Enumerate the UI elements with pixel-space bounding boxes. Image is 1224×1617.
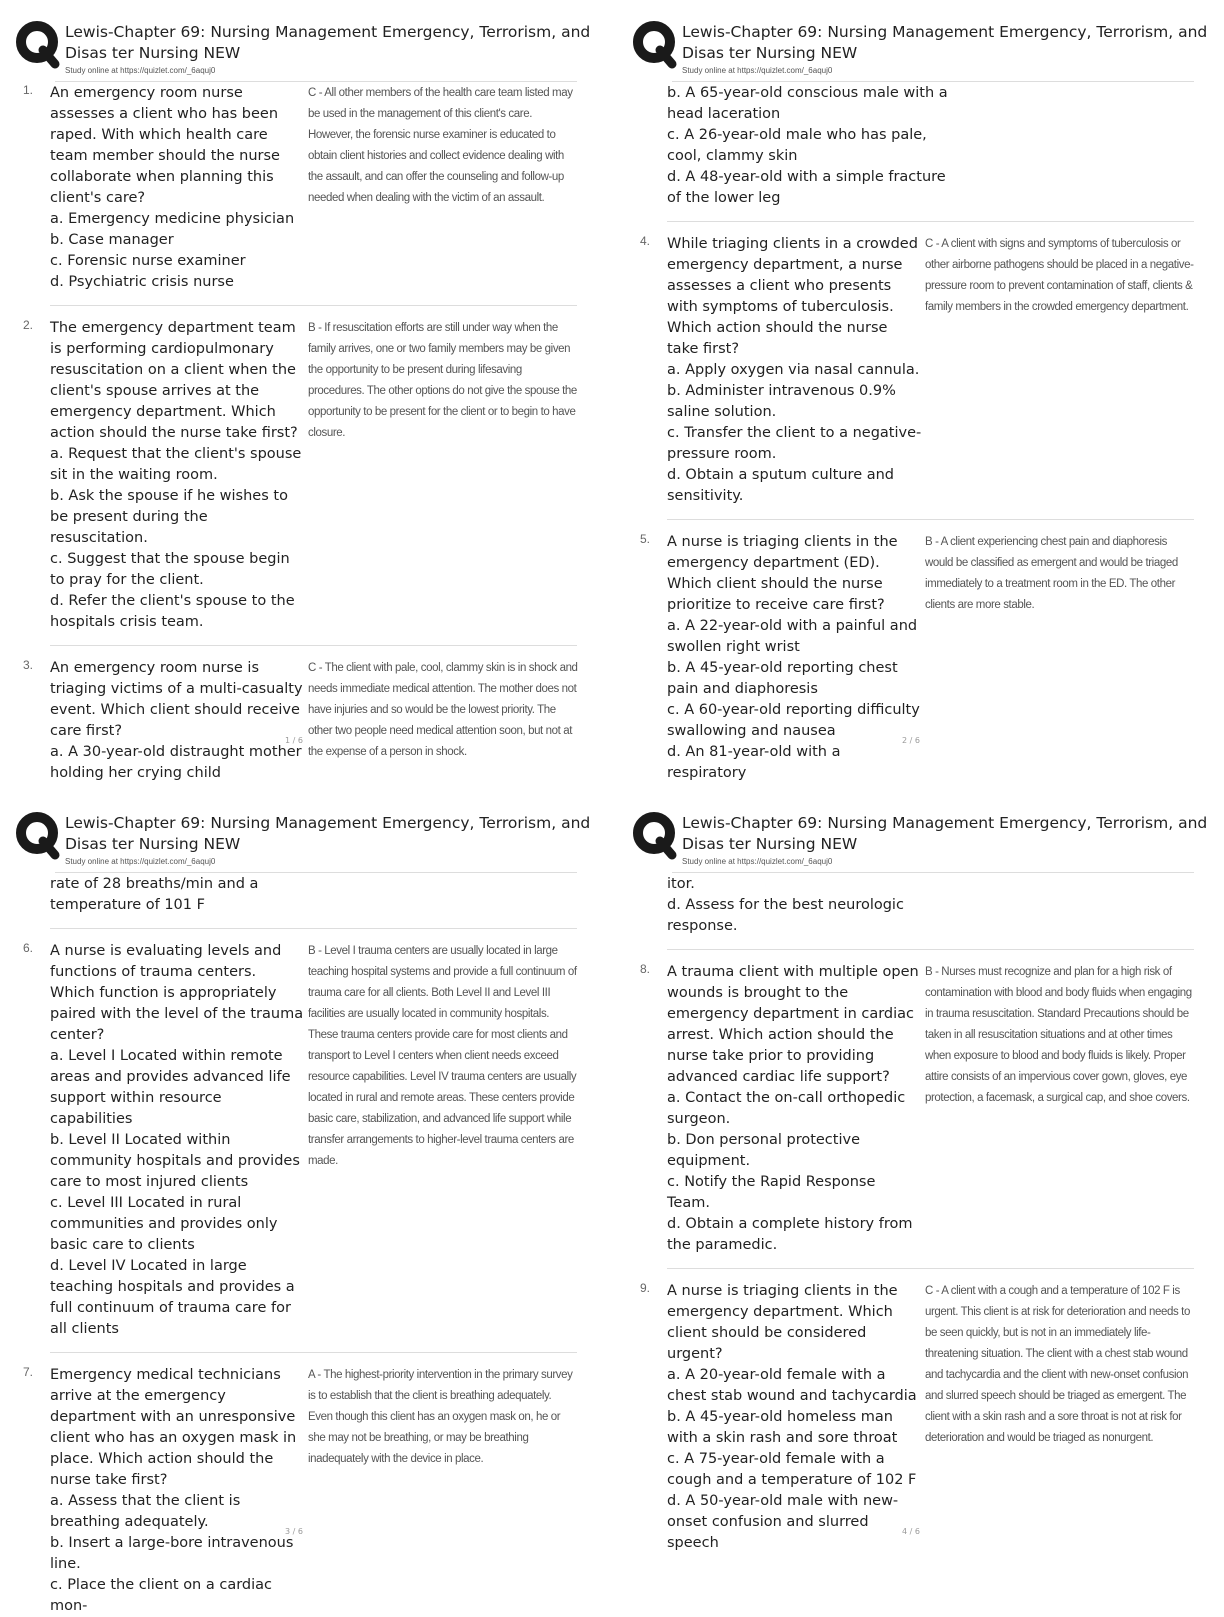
continued-option: c. A 26-year-old male who has pale, cool, clammy skin xyxy=(667,127,927,164)
question-card xyxy=(23,658,605,784)
question-number: 4. xyxy=(640,234,651,248)
answer-option: d. Psychiatric crisis nurse xyxy=(50,274,234,290)
continued-option: d. Assess for the best neurologic response. xyxy=(667,897,904,934)
header-divider xyxy=(55,81,577,82)
answer-explanation: C - All other members of the health care team listed may be used in the management of this client's care. However, the forensic nurse examiner is educated to obtain client histories and collect evidence dealing with the assault, and can offer the counseling and follow-up needed when dealing with the victim of an assault. xyxy=(308,87,573,204)
page-1 xyxy=(15,8,605,788)
header-divider xyxy=(672,81,1194,82)
document-title: Lewis-Chapter 69: Nursing Management Emergency, Terrorism, and Disas ter Nursing NEW xyxy=(65,814,591,853)
question-card xyxy=(23,318,605,633)
continued-option: rate of 28 breaths/min and a temperature of 101 F xyxy=(50,876,259,913)
answer-option: c. A 60-year-old reporting difficulty swallowing and nausea xyxy=(667,702,920,739)
answer-explanation: B - A client experiencing chest pain and diaphoresis would be classified as emergent and would be triaged immediately to a treatment room in the ED. The other clients are more stable. xyxy=(925,536,1178,611)
question-card xyxy=(23,941,605,1340)
answer-option: b. Ask the spouse if he wishes to be present during the resuscitation. xyxy=(50,488,288,546)
question-number: 3. xyxy=(23,658,34,672)
question-text: Emergency medical technicians arrive at the emergency department with an unresponsive client who has an oxygen mask in place. Which action should the nurse take first? xyxy=(50,1367,297,1488)
answer-option: d. A 50-year-old male with new-onset confusion and slurred speech xyxy=(667,1493,899,1551)
continued-option: b. A 65-year-old conscious male with a head laceration xyxy=(667,85,948,122)
page-content xyxy=(15,83,605,784)
question-card xyxy=(23,1365,605,1617)
question-divider xyxy=(50,928,577,929)
quizlet-logo-icon xyxy=(15,811,61,857)
answer-option: d. An 81-year-old with a respiratory xyxy=(667,744,841,781)
question-divider xyxy=(667,519,1194,520)
document-title: Lewis-Chapter 69: Nursing Management Emergency, Terrorism, and Disas ter Nursing NEW xyxy=(682,814,1208,853)
page-number: 1 / 6 xyxy=(285,736,303,745)
question-card xyxy=(640,532,1222,784)
question-text: A nurse is triaging clients in the emergency department (ED). Which client should the nurse prioritize to receive care first? xyxy=(667,534,898,613)
question-number: 9. xyxy=(640,1281,651,1295)
question-text: An emergency room nurse is triaging victims of a multi-casualty event. Which client should receive care first? xyxy=(50,660,303,739)
answer-option: a. A 22-year-old with a painful and swollen right wrist xyxy=(667,618,918,655)
question-number: 5. xyxy=(640,532,651,546)
question-divider xyxy=(50,645,577,646)
question-text: A trauma client with multiple open wounds is brought to the emergency department in cardiac arrest. Which action should the nurse take prior to providing advanced cardiac life support? xyxy=(667,964,919,1085)
question-divider xyxy=(667,1268,1194,1269)
study-link[interactable]: Study online at https://quizlet.com/_6aquj0 xyxy=(65,66,216,75)
answer-option: a. A 20-year-old female with a chest stab wound and tachycardia xyxy=(667,1367,917,1404)
quizlet-logo-icon xyxy=(632,811,678,857)
answer-option: c. Transfer the client to a negative-pressure room. xyxy=(667,425,922,462)
answer-option: b. A 45-year-old reporting chest pain and diaphoresis xyxy=(667,660,898,697)
document-title: Lewis-Chapter 69: Nursing Management Emergency, Terrorism, and Disas ter Nursing NEW xyxy=(65,23,591,62)
study-link[interactable]: Study online at https://quizlet.com/_6aquj0 xyxy=(65,857,216,866)
answer-explanation: B - Level I trauma centers are usually located in large teaching hospital systems and provide a full continuum of trauma care for all clients. Both Level II and Level III facilities are usually located in community hospitals. These trauma centers provide care for most clients and transport to Level I centers when client needs exceed resource capabilities. Level IV trauma centers are usually located in rural and remote areas. These centers provide basic care, stabilization, and advanced life support while transfer arrangements to higher-level trauma centers are made. xyxy=(308,945,577,1167)
answer-option: b. Don personal protective equipment. xyxy=(667,1132,860,1169)
question-number: 8. xyxy=(640,962,651,976)
answer-option: b. Administer intravenous 0.9% saline solution. xyxy=(667,383,896,420)
document-title: Lewis-Chapter 69: Nursing Management Emergency, Terrorism, and Disas ter Nursing NEW xyxy=(682,23,1208,62)
question-card xyxy=(640,962,1222,1256)
page-header xyxy=(15,799,605,874)
answer-option: c. A 75-year-old female with a cough and a temperature of 102 F xyxy=(667,1451,917,1488)
answer-option: b. Level II Located within community hospitals and provides care to most injured clients xyxy=(50,1132,300,1190)
answer-option: c. Notify the Rapid Response Team. xyxy=(667,1174,876,1211)
answer-explanation: A - The highest-priority intervention in the primary survey is to establish that the client is breathing adequately. Even though this client has an oxygen mask on, he or she may not be breathing, or may be breathing inadequately with the device in place. xyxy=(308,1369,573,1465)
continued-option: itor. xyxy=(667,876,695,892)
question-number: 2. xyxy=(23,318,34,332)
question-text: An emergency room nurse assesses a client who has been raped. With which health care team member should the nurse collaborate when planning this client's care? xyxy=(50,85,280,206)
page-header xyxy=(632,799,1222,874)
answer-option: c. Level III Located in rural communities and provides only basic care to clients xyxy=(50,1195,278,1253)
header-divider xyxy=(672,872,1194,873)
question-divider xyxy=(667,221,1194,222)
continued-option: d. A 48-year-old with a simple fracture of the lower leg xyxy=(667,169,946,206)
question-text: A nurse is triaging clients in the emergency department. Which client should be considered urgent? xyxy=(667,1283,898,1362)
header-divider xyxy=(55,872,577,873)
answer-option: a. Apply oxygen via nasal cannula. xyxy=(667,362,920,378)
study-link[interactable]: Study online at https://quizlet.com/_6aquj0 xyxy=(682,66,833,75)
quizlet-logo-icon xyxy=(15,20,61,66)
question-number: 7. xyxy=(23,1365,34,1379)
question-card xyxy=(640,234,1222,507)
question-text: While triaging clients in a crowded emergency department, a nurse assesses a client who presents with symptoms of tuberculosis. Which action should the nurse take first? xyxy=(667,236,918,357)
quizlet-logo-icon xyxy=(632,20,678,66)
page-content xyxy=(15,874,605,1617)
page-number: 2 / 6 xyxy=(902,736,920,745)
page-3 xyxy=(15,799,605,1614)
answer-option: d. Obtain a sputum culture and sensitivity. xyxy=(667,467,895,504)
page-content xyxy=(632,83,1222,784)
answer-option: a. A 30-year-old distraught mother holding her crying child xyxy=(50,744,302,781)
answer-option: d. Refer the client's spouse to the hospitals crisis team. xyxy=(50,593,295,630)
page-content xyxy=(632,874,1222,1554)
answer-explanation: C - The client with pale, cool, clammy skin is in shock and needs immediate medical attention. The mother does not have injuries and so would be the lowest priority. The other two people need medical attention soon, but not at the expense of a person in shock. xyxy=(308,662,578,758)
answer-option: a. Level I Located within remote areas and provides advanced life support within resource capabilities xyxy=(50,1048,291,1127)
question-divider xyxy=(50,1352,577,1353)
answer-option: c. Forensic nurse examiner xyxy=(50,253,246,269)
answer-explanation: C - A client with a cough and a temperature of 102 F is urgent. This client is at risk for deterioration and needs to be seen quickly, but is not in an immediately life-threatening situation. The client with a chest stab wound and tachycardia and the client with new-onset confusion and slurred speech should be triaged as emergent. The client with a skin rash and a sore throat is not at risk for deterioration and would be triaged as nonurgent. xyxy=(925,1285,1190,1444)
question-card xyxy=(23,83,605,293)
answer-option: a. Assess that the client is breathing adequately. xyxy=(50,1493,241,1530)
page-number: 3 / 6 xyxy=(285,1527,303,1536)
page-header xyxy=(632,8,1222,83)
answer-explanation: B - Nurses must recognize and plan for a high risk of contamination with blood and body fluids when engaging in trauma resuscitation. Standard Precautions should be taken in all resuscitation situations and at other times when exposure to blood and body fluids is likely. Proper attire consists of an impervious cover gown, gloves, eye protection, a facemask, a surgical cap, and shoe covers. xyxy=(925,966,1192,1104)
question-text: A nurse is evaluating levels and functions of trauma centers. Which function is appropriately paired with the level of the trauma center? xyxy=(50,943,304,1043)
answer-explanation: C - A client with signs and symptoms of tuberculosis or other airborne pathogens should be placed in a negative-pressure room to prevent contamination of staff, clients & family members in the crowded emergency department. xyxy=(925,238,1194,313)
page-number: 4 / 6 xyxy=(902,1527,920,1536)
page-header xyxy=(15,8,605,83)
question-divider xyxy=(50,305,577,306)
answer-option: d. Level IV Located in large teaching hospitals and provides a full continuum of trauma care for all clients xyxy=(50,1258,295,1337)
answer-option: b. Insert a large-bore intravenous line. xyxy=(50,1535,294,1572)
answer-option: b. Case manager xyxy=(50,232,174,248)
question-number: 1. xyxy=(23,83,34,97)
study-link[interactable]: Study online at https://quizlet.com/_6aquj0 xyxy=(682,857,833,866)
question-number: 6. xyxy=(23,941,34,955)
answer-option: b. A 45-year-old homeless man with a skin rash and sore throat xyxy=(667,1409,898,1446)
answer-option: c. Place the client on a cardiac mon- xyxy=(50,1577,273,1614)
answer-explanation: B - If resuscitation efforts are still under way when the family arrives, one or two family members may be given the opportunity to be present during lifesaving procedures. The other options do not give the spouse the opportunity to be present for the client or to begin to have closure. xyxy=(308,322,577,439)
question-divider xyxy=(667,949,1194,950)
answer-option: d. Obtain a complete history from the paramedic. xyxy=(667,1216,913,1253)
page-2 xyxy=(632,8,1222,788)
answer-option: a. Request that the client's spouse sit in the waiting room. xyxy=(50,446,302,483)
question-card xyxy=(640,1281,1222,1554)
answer-option: a. Contact the on-call orthopedic surgeon. xyxy=(667,1090,906,1127)
page-4 xyxy=(632,799,1222,1579)
question-text: The emergency department team is performing cardiopulmonary resuscitation on a client when the client's spouse arrives at the emergency department. Which action should the nurse take first? xyxy=(50,320,298,441)
answer-option: c. Suggest that the spouse begin to pray for the client. xyxy=(50,551,290,588)
answer-option: a. Emergency medicine physician xyxy=(50,211,295,227)
